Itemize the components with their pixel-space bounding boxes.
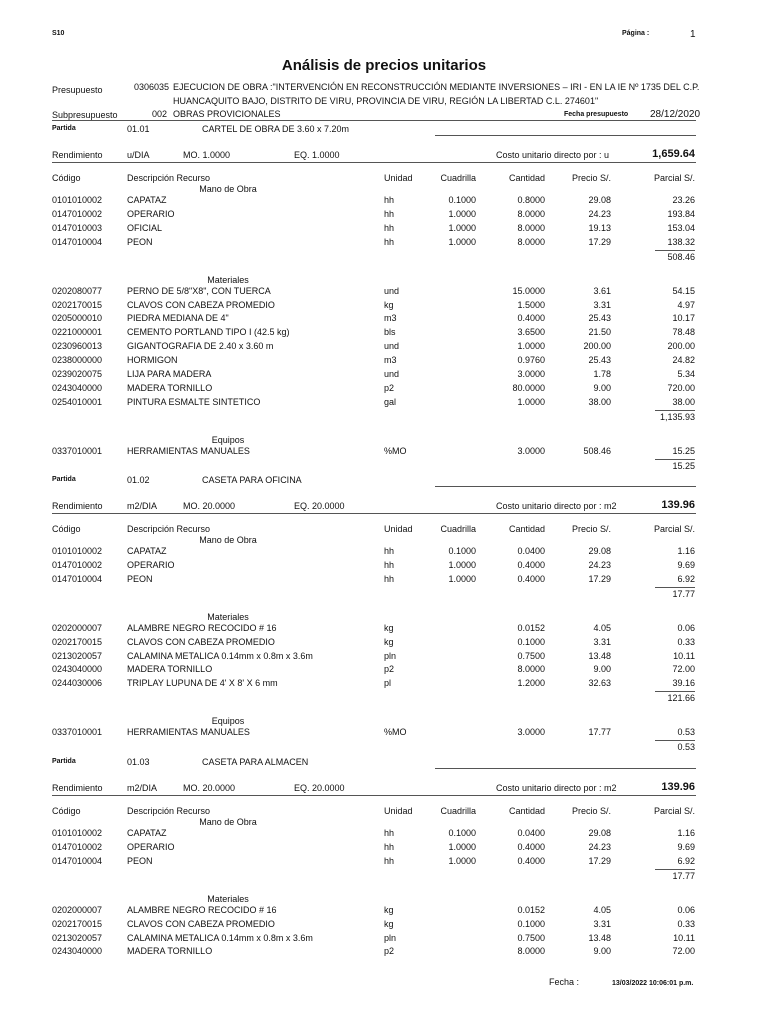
mano-obra-row-parcial: 6.92 <box>677 855 695 866</box>
materiales-total: 121.66 <box>667 693 695 704</box>
col-header-codigo: Código <box>52 173 81 183</box>
materiales-row-cantidad: 8.0000 <box>517 946 545 957</box>
materiales-row-unit: pl <box>384 678 392 689</box>
materiales-row-code: 0230960013 <box>52 341 103 352</box>
materiales-row-desc: CLAVOS CON CABEZA PROMEDIO <box>127 299 275 310</box>
mano-obra-row-desc: PEON <box>127 236 153 247</box>
partida-name: CASETA PARA OFICINA <box>202 475 302 485</box>
materiales-row-desc: CLAVOS CON CABEZA PROMEDIO <box>127 636 275 647</box>
mano-obra-row-cantidad: 0.0400 <box>517 828 545 838</box>
materiales-row-unit: p2 <box>384 664 395 675</box>
col-header-descripcion: Descripción Recurso <box>127 524 211 534</box>
materiales-row-code: 0254010001 <box>52 396 103 407</box>
equipos-row-cantidad: 3.0000 <box>517 445 545 456</box>
mano-obra-row-desc: OPERARIO <box>127 559 175 570</box>
materiales-row-parcial: 720.00 <box>667 382 695 393</box>
materiales-row-parcial: 38.00 <box>672 396 695 407</box>
materiales-row-parcial: 5.34 <box>677 369 695 379</box>
materiales-row-desc: ALAMBRE NEGRO RECOCIDO # 16 <box>127 622 277 633</box>
materiales-row-desc: GIGANTOGRAFIA DE 2.40 x 3.60 m <box>127 341 274 352</box>
mano-obra-row-parcial: 1.16 <box>677 828 695 838</box>
mano-obra-row-precio: 24.23 <box>588 208 611 219</box>
materiales-row-precio: 1.78 <box>593 369 611 379</box>
mano-obra-row-parcial: 9.69 <box>677 559 695 570</box>
materiales-row-desc: PERNO DE 5/8"X8", CON TUERCA <box>127 285 271 296</box>
mano-obra-row-code: 0147010003 <box>52 222 103 233</box>
materiales-row-precio: 200.00 <box>583 341 611 352</box>
rendimiento-eq: EQ. 20.0000 <box>294 783 345 793</box>
section-equipos: Equipos <box>211 716 245 727</box>
materiales-row-cantidad: 3.0000 <box>517 369 545 379</box>
mano-obra-row-desc: CAPATAZ <box>127 546 167 556</box>
materiales-row-unit: kg <box>384 622 394 633</box>
materiales-row-cantidad: 15.0000 <box>512 285 545 296</box>
materiales-row-unit: kg <box>384 904 394 915</box>
section-materiales: Materiales <box>207 611 249 622</box>
materiales-row-desc: ALAMBRE NEGRO RECOCIDO # 16 <box>127 904 277 915</box>
rendimiento-label: Rendimiento <box>52 150 103 160</box>
materiales-row-parcial: 4.97 <box>677 299 695 310</box>
partida-label: Partida <box>52 758 76 765</box>
mano-obra-row-cuadrilla: 0.1000 <box>448 546 476 556</box>
partida-name: CASETA PARA ALMACEN <box>202 757 309 767</box>
equipos-total: 0.53 <box>677 742 695 753</box>
rendimiento-mo: MO. 20.0000 <box>183 783 236 793</box>
footer-fecha-value: 13/03/2022 10:06:01 p.m. <box>612 980 694 987</box>
rendimiento-mo: MO. 20.0000 <box>183 501 236 511</box>
materiales-row-parcial: 72.00 <box>672 664 695 675</box>
presupuesto-code: 0306035 <box>134 82 170 92</box>
materiales-row-cantidad: 0.0152 <box>517 904 545 915</box>
materiales-row-cantidad: 0.7500 <box>517 650 545 661</box>
mano-obra-row-cuadrilla: 0.1000 <box>448 195 476 205</box>
col-header-cuadrilla: Cuadrilla <box>440 524 476 534</box>
partida-divider <box>435 135 696 136</box>
mano-obra-row-precio: 17.29 <box>588 855 611 866</box>
materiales-row-parcial: 0.33 <box>677 636 695 647</box>
mano-obra-row-desc: PEON <box>127 573 153 584</box>
rendimiento-unit: m2/DIA <box>127 501 158 511</box>
mano-obra-row-desc: OPERARIO <box>127 841 175 852</box>
mano-obra-total: 508.46 <box>667 251 695 262</box>
rendimiento-label: Rendimiento <box>52 783 103 793</box>
rendimiento-divider <box>52 795 696 796</box>
mano-obra-row-desc: CAPATAZ <box>127 195 167 205</box>
materiales-row-code: 0243040000 <box>52 946 103 957</box>
mano-obra-row-unit: hh <box>384 195 395 205</box>
materiales-total-line <box>655 410 695 411</box>
materiales-row-unit: kg <box>384 918 394 929</box>
materiales-row-unit: p2 <box>384 946 395 957</box>
mano-obra-row-cantidad: 8.0000 <box>517 236 545 247</box>
col-header-descripcion: Descripción Recurso <box>127 806 211 816</box>
materiales-row-cantidad: 0.1000 <box>517 918 545 929</box>
subpresupuesto-label: Subpresupuesto <box>52 110 118 120</box>
materiales-row-precio: 3.31 <box>593 299 611 310</box>
presupuesto-desc-2: HUANCAQUITO BAJO, DISTRITO DE VIRU, PROVINCIA DE VIRU, REGIÓN LA LIBERTAD C.L. 274601" <box>173 96 599 106</box>
mano-obra-row-code: 0101010002 <box>52 546 103 556</box>
col-header-precio: Precio S/. <box>571 173 611 183</box>
mano-obra-total: 17.77 <box>672 588 695 599</box>
col-header-parcial: Parcial S/. <box>653 173 695 183</box>
materiales-row-desc: LIJA PARA MADERA <box>127 369 212 379</box>
materiales-row-cantidad: 3.6500 <box>517 327 545 338</box>
materiales-row-code: 0202170015 <box>52 299 103 310</box>
materiales-row-unit: p2 <box>384 382 395 393</box>
materiales-row-precio: 4.05 <box>593 904 611 915</box>
materiales-row-parcial: 0.06 <box>677 622 695 633</box>
materiales-row-cantidad: 8.0000 <box>517 664 545 675</box>
equipos-row-code: 0337010001 <box>52 727 103 738</box>
equipos-row-precio: 17.77 <box>588 727 611 738</box>
materiales-row-parcial: 24.82 <box>672 355 695 366</box>
mano-obra-row-cantidad: 0.4000 <box>517 855 545 866</box>
materiales-total-line <box>655 691 695 692</box>
mano-obra-row-cantidad: 0.0400 <box>517 546 545 556</box>
mano-obra-row-code: 0147010002 <box>52 559 103 570</box>
costo-label: Costo unitario directo por : m2 <box>496 783 617 793</box>
partida-divider <box>435 768 696 769</box>
col-header-parcial: Parcial S/. <box>653 524 695 534</box>
fecha-presupuesto-label: Fecha presupuesto <box>564 111 629 118</box>
mano-obra-row-code: 0147010002 <box>52 208 103 219</box>
equipos-row-desc: HERRAMIENTAS MANUALES <box>127 445 250 456</box>
equipos-row-unit: %MO <box>384 727 407 738</box>
materiales-row-desc: CEMENTO PORTLAND TIPO I (42.5 kg) <box>127 327 290 338</box>
mano-obra-row-precio: 24.23 <box>588 559 611 570</box>
header-divider <box>52 120 696 121</box>
partida-name: CARTEL DE OBRA DE 3.60 x 7.20m <box>202 124 350 134</box>
mano-obra-row-unit: hh <box>384 841 395 852</box>
partida-label: Partida <box>52 125 76 132</box>
mano-obra-row-cuadrilla: 1.0000 <box>448 222 476 233</box>
mano-obra-row-cuadrilla: 1.0000 <box>448 208 476 219</box>
materiales-row-parcial: 78.48 <box>672 327 695 338</box>
mano-obra-row-unit: hh <box>384 559 395 570</box>
costo-unitario: 1,659.64 <box>652 148 695 160</box>
materiales-row-precio: 13.48 <box>588 932 611 943</box>
mano-obra-row-cuadrilla: 1.0000 <box>448 559 476 570</box>
mano-obra-row-cantidad: 0.4000 <box>517 559 545 570</box>
materiales-row-precio: 9.00 <box>593 664 611 675</box>
col-header-cantidad: Cantidad <box>508 173 545 183</box>
materiales-row-code: 0213020057 <box>52 650 103 661</box>
page-number: 1 <box>690 29 696 40</box>
materiales-row-desc: CALAMINA METALICA 0.14mm x 0.8m x 3.6m <box>127 650 313 661</box>
page-title: Análisis de precios unitarios <box>281 57 487 74</box>
col-header-codigo: Código <box>52 524 81 534</box>
section-materiales: Materiales <box>207 893 249 904</box>
equipos-total-line <box>655 740 695 741</box>
materiales-row-precio: 13.48 <box>588 650 611 661</box>
mano-obra-row-parcial: 23.26 <box>672 195 695 205</box>
mano-obra-row-precio: 17.29 <box>588 573 611 584</box>
materiales-row-precio: 4.05 <box>593 622 611 633</box>
materiales-row-code: 0205000010 <box>52 313 103 324</box>
mano-obra-row-code: 0147010004 <box>52 236 103 247</box>
col-header-descripcion: Descripción Recurso <box>127 173 211 183</box>
materiales-row-code: 0202080077 <box>52 285 103 296</box>
mano-obra-row-unit: hh <box>384 546 395 556</box>
materiales-row-cantidad: 0.4000 <box>517 313 545 324</box>
partida-divider <box>435 486 696 487</box>
mano-obra-row-cantidad: 8.0000 <box>517 222 545 233</box>
materiales-row-cantidad: 1.0000 <box>517 396 545 407</box>
materiales-row-precio: 38.00 <box>588 396 611 407</box>
materiales-row-precio: 3.61 <box>593 285 611 296</box>
materiales-total: 1,135.93 <box>659 411 695 422</box>
mano-obra-total-line <box>655 869 695 870</box>
partida-label: Partida <box>52 476 76 483</box>
materiales-row-unit: kg <box>384 299 394 310</box>
materiales-row-unit: pln <box>384 932 397 943</box>
rendimiento-unit: u/DIA <box>127 150 150 160</box>
materiales-row-parcial: 0.06 <box>677 904 695 915</box>
materiales-row-desc: PIEDRA MEDIANA DE 4" <box>127 313 229 324</box>
costo-unitario: 139.96 <box>661 499 695 511</box>
section-mano-obra: Mano de Obra <box>199 535 257 545</box>
materiales-row-precio: 32.63 <box>588 678 611 689</box>
costo-unitario: 139.96 <box>661 781 695 793</box>
mano-obra-row-unit: hh <box>384 828 395 838</box>
equipos-row-precio: 508.46 <box>583 445 611 456</box>
mano-obra-row-cuadrilla: 1.0000 <box>448 855 476 866</box>
materiales-row-parcial: 10.11 <box>673 650 695 661</box>
mano-obra-total: 17.77 <box>672 870 695 881</box>
mano-obra-row-desc: OFICIAL <box>127 222 163 233</box>
materiales-row-cantidad: 0.0152 <box>517 622 545 633</box>
report-code: S10 <box>52 30 65 37</box>
mano-obra-row-cuadrilla: 1.0000 <box>448 236 476 247</box>
partida-code: 01.02 <box>127 475 150 485</box>
materiales-row-precio: 25.43 <box>588 355 611 366</box>
mano-obra-row-code: 0147010004 <box>52 855 103 866</box>
col-header-unidad: Unidad <box>384 806 413 816</box>
materiales-row-cantidad: 1.2000 <box>517 678 545 689</box>
materiales-row-cantidad: 1.5000 <box>517 299 545 310</box>
partida-code: 01.03 <box>127 757 150 767</box>
mano-obra-row-parcial: 138.32 <box>667 236 695 247</box>
mano-obra-row-cantidad: 0.4000 <box>517 841 545 852</box>
footer-fecha-label: Fecha : <box>549 977 580 987</box>
mano-obra-row-cuadrilla: 1.0000 <box>448 573 476 584</box>
section-equipos: Equipos <box>211 434 245 445</box>
mano-obra-row-parcial: 193.84 <box>667 208 695 219</box>
materiales-row-unit: m3 <box>384 355 397 366</box>
mano-obra-row-cuadrilla: 0.1000 <box>448 828 476 838</box>
col-header-cuadrilla: Cuadrilla <box>440 806 476 816</box>
materiales-row-unit: und <box>384 369 400 379</box>
equipos-row-unit: %MO <box>384 445 407 456</box>
materiales-row-desc: MADERA TORNILLO <box>127 382 213 393</box>
rendimiento-divider <box>52 162 696 163</box>
col-header-cuadrilla: Cuadrilla <box>440 173 476 183</box>
materiales-row-cantidad: 1.0000 <box>517 341 545 352</box>
col-header-unidad: Unidad <box>384 173 413 183</box>
subpresupuesto-desc: OBRAS PROVICIONALES <box>173 109 281 119</box>
mano-obra-row-desc: PEON <box>127 855 153 866</box>
subpresupuesto-code: 002 <box>152 109 168 119</box>
materiales-row-code: 0239020075 <box>52 369 103 379</box>
materiales-row-desc: CLAVOS CON CABEZA PROMEDIO <box>127 918 275 929</box>
materiales-row-code: 0221000001 <box>52 327 103 338</box>
col-header-cantidad: Cantidad <box>508 806 545 816</box>
mano-obra-row-precio: 29.08 <box>588 546 611 556</box>
materiales-row-desc: TRIPLAY LUPUNA DE 4' X 8' X 6 mm <box>127 678 278 689</box>
mano-obra-total-line <box>655 250 695 251</box>
materiales-row-parcial: 39.16 <box>672 678 695 689</box>
materiales-row-cantidad: 0.7500 <box>517 932 545 943</box>
materiales-row-unit: m3 <box>384 313 397 324</box>
materiales-row-precio: 9.00 <box>593 382 611 393</box>
rendimiento-divider <box>52 513 696 514</box>
costo-label: Costo unitario directo por : u <box>496 150 610 160</box>
materiales-row-code: 0202000007 <box>52 904 103 915</box>
page-label: Página : <box>622 30 650 37</box>
mano-obra-row-precio: 19.13 <box>588 222 611 233</box>
mano-obra-row-precio: 29.08 <box>588 828 611 838</box>
col-header-precio: Precio S/. <box>571 524 611 534</box>
mano-obra-row-code: 0147010004 <box>52 573 103 584</box>
mano-obra-row-parcial: 1.16 <box>677 546 695 556</box>
mano-obra-row-unit: hh <box>384 222 395 233</box>
partida-code: 01.01 <box>127 124 150 134</box>
presupuesto-label: Presupuesto <box>52 85 103 95</box>
mano-obra-row-parcial: 6.92 <box>677 573 695 584</box>
mano-obra-row-precio: 24.23 <box>588 841 611 852</box>
mano-obra-row-unit: hh <box>384 573 395 584</box>
materiales-row-precio: 25.43 <box>588 313 611 324</box>
mano-obra-row-cantidad: 0.8000 <box>517 195 545 205</box>
materiales-row-parcial: 200.00 <box>667 341 695 352</box>
materiales-row-parcial: 0.33 <box>677 918 695 929</box>
mano-obra-row-code: 0101010002 <box>52 828 103 838</box>
materiales-row-desc: MADERA TORNILLO <box>127 664 213 675</box>
presupuesto-desc-1: EJECUCION DE OBRA :"INTERVENCIÓN EN RECONSTRUCCIÓN MEDIANTE INVERSIONES – IRI - EN LA IE Nº 1735 DEL C.P. <box>173 82 700 92</box>
mano-obra-row-code: 0147010002 <box>52 841 103 852</box>
materiales-row-code: 0243040000 <box>52 382 103 393</box>
materiales-row-unit: bls <box>384 327 396 338</box>
materiales-row-precio: 3.31 <box>593 636 611 647</box>
mano-obra-row-code: 0101010002 <box>52 195 103 205</box>
materiales-row-parcial: 72.00 <box>672 946 695 957</box>
section-materiales: Materiales <box>207 274 249 285</box>
rendimiento-label: Rendimiento <box>52 501 103 511</box>
mano-obra-row-cantidad: 8.0000 <box>517 208 545 219</box>
materiales-row-parcial: 10.17 <box>672 313 695 324</box>
mano-obra-row-precio: 29.08 <box>588 195 611 205</box>
equipos-row-parcial: 0.53 <box>677 727 695 738</box>
mano-obra-row-desc: CAPATAZ <box>127 828 167 838</box>
materiales-row-unit: pln <box>384 650 397 661</box>
mano-obra-row-unit: hh <box>384 855 395 866</box>
mano-obra-row-unit: hh <box>384 236 395 247</box>
rendimiento-unit: m2/DIA <box>127 783 158 793</box>
materiales-row-code: 0213020057 <box>52 932 103 943</box>
equipos-row-code: 0337010001 <box>52 445 103 456</box>
materiales-row-unit: und <box>384 285 400 296</box>
materiales-row-code: 0202170015 <box>52 918 103 929</box>
mano-obra-row-cantidad: 0.4000 <box>517 573 545 584</box>
equipos-row-cantidad: 3.0000 <box>517 727 545 738</box>
materiales-row-unit: und <box>384 341 400 352</box>
materiales-row-cantidad: 0.1000 <box>517 636 545 647</box>
materiales-row-code: 0244030006 <box>52 678 103 689</box>
mano-obra-row-parcial: 153.04 <box>667 222 695 233</box>
materiales-row-parcial: 10.11 <box>673 932 695 943</box>
equipos-row-parcial: 15.25 <box>672 445 695 456</box>
col-header-cantidad: Cantidad <box>508 524 545 534</box>
col-header-codigo: Código <box>52 806 81 816</box>
materiales-row-cantidad: 0.9760 <box>517 355 545 366</box>
materiales-row-desc: PINTURA ESMALTE SINTETICO <box>127 396 261 407</box>
materiales-row-code: 0202170015 <box>52 636 103 647</box>
mano-obra-row-parcial: 9.69 <box>677 841 695 852</box>
mano-obra-row-desc: OPERARIO <box>127 208 175 219</box>
equipos-row-desc: HERRAMIENTAS MANUALES <box>127 727 250 738</box>
mano-obra-row-precio: 17.29 <box>588 236 611 247</box>
costo-label: Costo unitario directo por : m2 <box>496 501 617 511</box>
mano-obra-row-cuadrilla: 1.0000 <box>448 841 476 852</box>
materiales-row-unit: gal <box>384 396 397 407</box>
rendimiento-eq: EQ. 20.0000 <box>294 501 345 511</box>
col-header-parcial: Parcial S/. <box>653 806 695 816</box>
mano-obra-total-line <box>655 587 695 588</box>
materiales-row-parcial: 54.15 <box>672 285 695 296</box>
mano-obra-row-unit: hh <box>384 208 395 219</box>
rendimiento-mo: MO. 1.0000 <box>183 150 231 160</box>
materiales-row-code: 0238000000 <box>52 355 103 366</box>
materiales-row-desc: HORMIGON <box>127 355 178 366</box>
section-mano-obra: Mano de Obra <box>199 184 257 194</box>
materiales-row-unit: kg <box>384 636 394 647</box>
materiales-row-cantidad: 80.0000 <box>512 382 545 393</box>
equipos-total-line <box>655 459 695 460</box>
materiales-row-code: 0202000007 <box>52 622 103 633</box>
rendimiento-eq: EQ. 1.0000 <box>294 150 340 160</box>
fecha-presupuesto: 28/12/2020 <box>650 109 701 120</box>
materiales-row-desc: CALAMINA METALICA 0.14mm x 0.8m x 3.6m <box>127 932 313 943</box>
materiales-row-precio: 3.31 <box>593 918 611 929</box>
materiales-row-precio: 21.50 <box>588 327 611 338</box>
materiales-row-precio: 9.00 <box>593 946 611 957</box>
section-mano-obra: Mano de Obra <box>199 817 257 827</box>
equipos-total: 15.25 <box>672 460 695 471</box>
materiales-row-desc: MADERA TORNILLO <box>127 946 213 957</box>
col-header-unidad: Unidad <box>384 524 413 534</box>
col-header-precio: Precio S/. <box>571 806 611 816</box>
materiales-row-code: 0243040000 <box>52 664 103 675</box>
